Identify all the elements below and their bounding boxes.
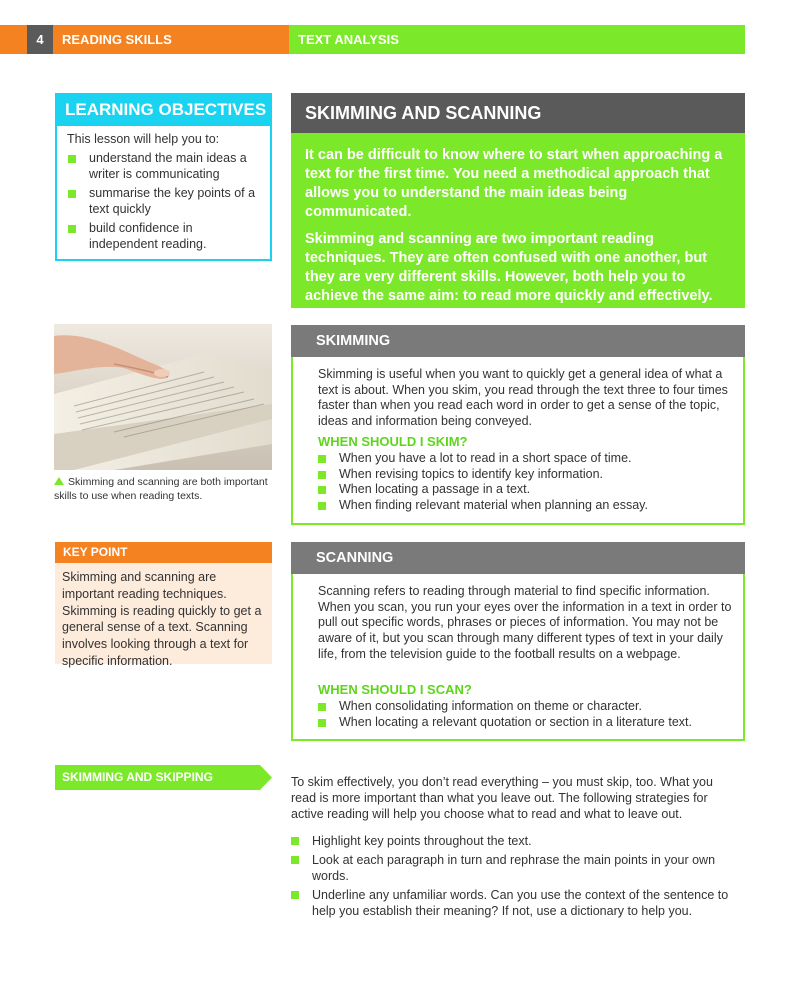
list-item: When finding relevant material when planning an essay. bbox=[318, 498, 738, 514]
bullet-square-icon bbox=[68, 225, 76, 233]
list-item: summarise the key points of a text quickly bbox=[68, 186, 263, 217]
bullet-square-icon bbox=[68, 155, 76, 163]
bullet-square-icon bbox=[318, 486, 326, 494]
learning-objectives-title: LEARNING OBJECTIVES bbox=[55, 93, 272, 126]
skimming-and-skipping-list bbox=[291, 833, 741, 922]
skimming-and-skipping-title: SKIMMING AND SKIPPING bbox=[62, 770, 213, 784]
scanning-text: Scanning refers to reading through material to find specific information. When you scan, you run your eyes over the information in a text in order to pull out specific words, phrases or pieces of information. You may not be aware of it, but you scan through many different types of text in your daily life, from the television guide to the football results on a webpage. bbox=[318, 584, 732, 661]
key-point-title: KEY POINT bbox=[55, 542, 272, 563]
list-item: When consolidating information on theme or character. bbox=[318, 699, 738, 715]
topic-header: TEXT ANALYSIS bbox=[289, 25, 745, 54]
skimming-list bbox=[318, 451, 738, 513]
photo-caption: Skimming and scanning are both important skills to use when reading texts. bbox=[54, 476, 268, 502]
caption-triangle-icon bbox=[54, 477, 64, 485]
bullet-square-icon bbox=[318, 502, 326, 510]
scanning-list bbox=[318, 699, 738, 730]
list-item: Highlight key points throughout the text. bbox=[291, 833, 741, 849]
skimming-and-scanning-intro bbox=[291, 133, 745, 308]
open-book-image bbox=[54, 324, 272, 470]
page-number: 4 bbox=[27, 25, 53, 54]
skimming-text: Skimming is useful when you want to quickly get a general idea of what a text is about. When you skim, you read through the text three to four times faster than when you read each word in order to get a sense of the topic, ideas and information being conveyed. bbox=[318, 367, 728, 429]
header-orange-edge bbox=[0, 25, 27, 54]
intro-paragraph: Skimming and scanning are two important reading techniques. They are often confused with one another, but they are very different skills. However, both help you to achieve the same aim: to read more quickly and effectively. bbox=[305, 231, 713, 304]
intro-paragraph: It can be difficult to know where to start when approaching a text for the first time. You need a methodical approach that allows you to understand the main ideas being communicated. bbox=[305, 147, 723, 220]
list-item: When locating a relevant quotation or section in a literature text. bbox=[318, 715, 738, 731]
key-point-text: Skimming and scanning are important reading techniques. Skimming is reading quickly to get a general sense of a text. Scanning involves looking through a text for specific information. bbox=[55, 563, 272, 664]
book-photo bbox=[54, 324, 272, 470]
skimming-question: WHEN SHOULD I SKIM? bbox=[318, 434, 468, 449]
skimming-and-skipping-intro: To skim effectively, you don’t read everything – you must skip, too. What you read is more important than what you leave out. The following strategies for active reading will help you choose what to read and what to leave out. bbox=[291, 775, 713, 821]
bullet-square-icon bbox=[291, 837, 299, 845]
list-item: When you have a lot to read in a short space of time. bbox=[318, 451, 738, 467]
list-item: Look at each paragraph in turn and rephrase the main points in your own words. bbox=[291, 852, 741, 884]
bullet-square-icon bbox=[318, 455, 326, 463]
learning-objectives-list bbox=[68, 151, 263, 256]
list-item: build confidence in independent reading. bbox=[68, 221, 263, 252]
bullet-square-icon bbox=[291, 891, 299, 899]
list-item: Underline any unfamiliar words. Can you use the context of the sentence to help you establish their meaning? If not, use a dictionary to help you. bbox=[291, 887, 741, 919]
bullet-square-icon bbox=[318, 719, 326, 727]
skimming-and-scanning-title: SKIMMING AND SCANNING bbox=[291, 93, 745, 133]
bullet-square-icon bbox=[318, 703, 326, 711]
scanning-title: SCANNING bbox=[291, 542, 745, 574]
list-item: When locating a passage in a text. bbox=[318, 482, 738, 498]
bullet-square-icon bbox=[318, 471, 326, 479]
bullet-square-icon bbox=[68, 190, 76, 198]
list-item: understand the main ideas a writer is communicating bbox=[68, 151, 263, 182]
bullet-square-icon bbox=[291, 856, 299, 864]
section-header: READING SKILLS bbox=[53, 25, 289, 54]
list-item: When revising topics to identify key information. bbox=[318, 467, 738, 483]
scanning-question: WHEN SHOULD I SCAN? bbox=[318, 682, 472, 697]
skimming-title: SKIMMING bbox=[291, 325, 745, 357]
learning-objectives-intro: This lesson will help you to: bbox=[67, 132, 220, 146]
